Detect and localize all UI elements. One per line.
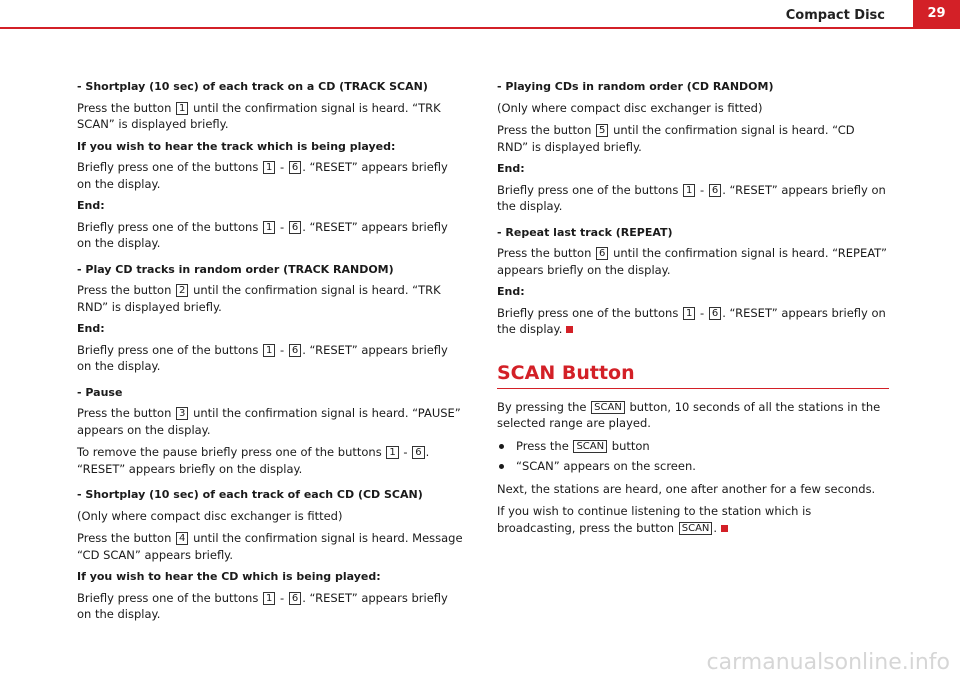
page-number: 29 — [913, 0, 960, 29]
button-key-1: 1 — [263, 221, 275, 234]
pause-heading: - Pause — [77, 385, 123, 399]
button-key-5: 5 — [596, 124, 608, 137]
button-key-1: 1 — [683, 184, 695, 197]
reset-text-end: Briefly press one of the buttons 1 - 6 . “RESET” appears briefly on the display. — [497, 305, 886, 336]
scan-intro-text: By pressing the SCAN button, 10 seconds of all the stations in the selected range are played. — [497, 399, 881, 430]
cd-random-text: Press the button 5 until the confirmation signal is heard. “CD RND” is displayed briefly. — [497, 123, 855, 154]
button-key-1: 1 — [263, 344, 275, 357]
end-heading: End: — [77, 322, 105, 335]
reset-text: Briefly press one of the buttons 1 - 6 . “RESET” appears briefly on the display. — [77, 342, 448, 373]
hear-track-heading: If you wish to hear the track which is being played: — [77, 139, 396, 153]
changer-note: (Only where compact disc exchanger is fitted) — [497, 100, 763, 115]
button-key-1: 1 — [263, 161, 275, 174]
list-item: “SCAN” appears on the screen. — [497, 458, 889, 475]
reset-text: Briefly press one of the buttons 1 - 6 . “RESET” appears briefly on the display. — [77, 219, 448, 250]
hear-cd-heading: If you wish to hear the CD which is being played: — [77, 570, 381, 583]
scan-section-title: SCAN Button — [497, 362, 889, 389]
bullet-icon — [499, 444, 504, 449]
watermark: carmanualsonline.info — [706, 650, 950, 675]
cd-scan-text: Press the button 4 until the confirmation signal is heard. Message “CD SCAN” appears briefly. — [77, 531, 463, 562]
end-heading: End: — [497, 162, 525, 175]
button-key-6: 6 — [289, 344, 301, 357]
button-key-6: 6 — [596, 247, 608, 260]
pause-text: Press the button 3 until the confirmation signal is heard. “PAUSE” appears on the display. — [77, 406, 461, 437]
button-key-6: 6 — [289, 161, 301, 174]
scan-key: SCAN — [679, 522, 713, 535]
cd-random-heading: - Playing CDs in random order (CD RANDOM) — [497, 80, 774, 93]
page-header — [0, 0, 960, 30]
button-key-1: 1 — [263, 592, 275, 605]
next-stations-text: Next, the stations are heard, one after another for a few seconds. — [497, 481, 876, 496]
header-rule — [0, 27, 960, 29]
button-key-1: 1 — [386, 446, 398, 459]
reset-text: Briefly press one of the buttons 1 - 6 . “RESET” appears briefly on the display. — [77, 160, 448, 191]
button-key-6: 6 — [289, 221, 301, 234]
list-item: Press the SCAN button — [497, 438, 889, 455]
track-random-text: Press the button 2 until the confirmation signal is heard. “TRK RND” is displayed briefly. — [77, 283, 441, 314]
reset-text: Briefly press one of the buttons 1 - 6 . “RESET” appears briefly on the display. — [497, 182, 886, 213]
button-key-3: 3 — [176, 407, 188, 420]
button-key-6: 6 — [412, 446, 424, 459]
button-key-6: 6 — [709, 307, 721, 320]
end-of-section-icon — [566, 326, 573, 333]
end-heading: End: — [77, 199, 105, 212]
button-key-1: 1 — [683, 307, 695, 320]
changer-note: (Only where compact disc exchanger is fitted) — [77, 508, 343, 523]
repeat-heading: - Repeat last track (REPEAT) — [497, 225, 673, 239]
repeat-text: Press the button 6 until the confirmation signal is heard. “REPEAT” appears briefly on the display. — [497, 246, 887, 277]
scan-key: SCAN — [591, 401, 625, 414]
scan-key: SCAN — [573, 440, 607, 453]
track-scan-heading: - Shortplay (10 sec) of each track on a CD (TRACK SCAN) — [77, 80, 428, 93]
end-of-section-icon — [721, 525, 728, 532]
button-key-6: 6 — [289, 592, 301, 605]
cd-scan-heading: - Shortplay (10 sec) of each track of each CD (CD SCAN) — [77, 488, 423, 501]
button-key-6: 6 — [709, 184, 721, 197]
bullet-icon — [499, 464, 504, 469]
end-heading: End: — [497, 285, 525, 298]
button-key-2: 2 — [176, 284, 188, 297]
continue-text: If you wish to continue listening to the station which is broadcasting, press the button SCAN . — [497, 504, 812, 535]
button-key-4: 4 — [176, 532, 188, 545]
remove-pause-text: To remove the pause briefly press one of the buttons 1 - 6 . “RESET” appears briefly on the display. — [77, 445, 430, 476]
scan-bullet-list — [497, 438, 889, 475]
left-column — [77, 79, 465, 629]
right-column — [497, 79, 889, 542]
reset-text: Briefly press one of the buttons 1 - 6 . “RESET” appears briefly on the display. — [77, 590, 448, 621]
button-key-1: 1 — [176, 102, 188, 115]
track-random-heading: - Play CD tracks in random order (TRACK RANDOM) — [77, 262, 394, 276]
track-scan-text: Press the button 1 until the confirmation signal is heard. “TRK SCAN” is displayed briefly. — [77, 100, 441, 131]
chapter-title: Compact Disc — [785, 8, 885, 23]
